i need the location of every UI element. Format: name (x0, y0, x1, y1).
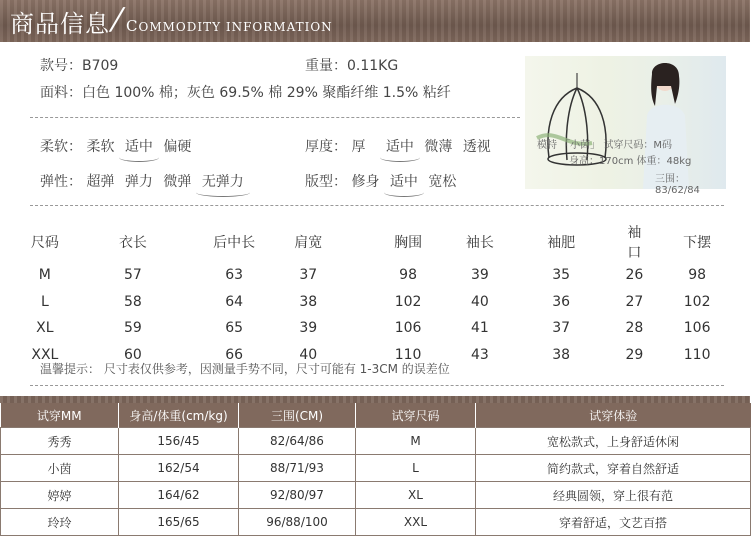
table-cell: 小茵 (1, 455, 119, 482)
header-cell: 试穿体验 (476, 403, 751, 428)
table-cell: 106 (683, 320, 711, 337)
table-cell: L (356, 455, 476, 482)
tryon-table-header (1, 403, 751, 428)
header-cell: 袖肥 (547, 235, 576, 251)
table-cell: M (38, 267, 51, 284)
table-cell: 41 (470, 320, 489, 337)
attr-elastic: 弹性： 超弹 弹力 微弹 无弹力 (40, 171, 250, 191)
table-cell: 110 (394, 346, 422, 363)
model-photo (525, 56, 726, 196)
size-tip: 温馨提示： 尺寸表仅供参考，因测量手势不同，尺寸可能有 1-3CM 的误差位 (40, 362, 450, 376)
table-cell: M (356, 428, 476, 455)
table-cell: 106 (394, 320, 422, 337)
table-cell: 60 (124, 346, 142, 363)
header-cell: 尺码 (30, 235, 59, 251)
table-cell: 39 (299, 320, 318, 337)
table-row (1, 428, 751, 455)
table-cell: 156/45 (119, 428, 239, 455)
table-cell: 82/64/86 (239, 428, 356, 455)
model-name-line: 模特 「小茵」 试穿尺码：M码 (537, 140, 672, 151)
table-row (1, 482, 751, 509)
table-cell: 59 (124, 320, 142, 337)
table-cell: 63 (225, 267, 244, 284)
header-title-cn: 商品信息 (10, 10, 110, 38)
table-cell: 66 (225, 346, 244, 363)
table-cell: 穿着舒适，文艺百搭 (476, 509, 751, 536)
table-cell: 29 (625, 346, 644, 363)
table-cell: 婷婷 (1, 482, 119, 509)
table-cell: 经典圆领，穿上很有范 (476, 482, 751, 509)
table-cell: 玲玲 (1, 509, 119, 536)
header-cell: 三围(CM) (239, 403, 356, 428)
table-cell: 96/88/100 (239, 509, 356, 536)
table-row (30, 315, 750, 342)
table-cell: 64 (225, 293, 244, 310)
header-cell: 衣长 (118, 235, 147, 251)
attr-thickness: 厚度： 厚 适中 微薄 透视 (305, 136, 497, 156)
table-cell: 40 (470, 293, 489, 310)
table-cell: 162/54 (119, 455, 239, 482)
table-cell: 98 (688, 267, 707, 284)
product-code: 款号：B709 (40, 58, 119, 74)
table-cell: 57 (124, 267, 142, 284)
size-table-header (30, 222, 750, 262)
table-cell: XL (36, 320, 54, 337)
table-cell: L (40, 293, 49, 310)
header-cell: 袖口 (627, 225, 642, 261)
header-title-en: COMMODITY INFORMATION (126, 17, 333, 35)
size-table (30, 222, 750, 368)
table-row (1, 455, 751, 482)
table-cell: 164/62 (119, 482, 239, 509)
table-cell: 简约款式，穿着自然舒适 (476, 455, 751, 482)
table-cell: 65 (225, 320, 244, 337)
header-cell: 肩宽 (294, 235, 323, 251)
table-cell: XXL (356, 509, 476, 536)
header-cell: 试穿MM (1, 403, 119, 428)
header-slash: / (107, 2, 127, 37)
table-cell: 98 (399, 267, 417, 284)
table-cell: 35 (552, 267, 571, 284)
header-cell: 袖长 (465, 235, 494, 251)
product-fabric: 面料：白色 100% 棉；灰色 69.5% 棉 29% 聚酯纤维 1.5% 粘纤 (40, 85, 451, 101)
table-cell: XL (356, 482, 476, 509)
header-cell: 身高/体重(cm/kg) (119, 403, 239, 428)
divider (30, 205, 724, 206)
table-cell: 38 (299, 293, 318, 310)
table-cell: 43 (470, 346, 489, 363)
tryon-table (0, 403, 751, 536)
header-cell: 后中长 (213, 235, 256, 251)
table-cell: 秀秀 (1, 428, 119, 455)
model-height-line: 身高：170cm 体重：48kg (569, 156, 692, 167)
table-cell: 28 (625, 320, 644, 337)
table-cell: 37 (552, 320, 571, 337)
table-cell: 88/71/93 (239, 455, 356, 482)
table-row (30, 262, 750, 289)
header-banner (0, 0, 750, 42)
table-cell: 宽松款式，上身舒适休闲 (476, 428, 751, 455)
table-row (1, 509, 751, 536)
divider (30, 117, 520, 118)
product-weight: 重量：0.11KG (305, 58, 399, 74)
table-cell: 102 (394, 293, 422, 310)
table-cell: 37 (299, 267, 318, 284)
table-cell: 27 (625, 293, 644, 310)
header-cell: 下摆 (683, 235, 712, 251)
table-cell: 58 (124, 293, 142, 310)
table-cell: 36 (552, 293, 571, 310)
header-cell: 试穿尺码 (356, 403, 476, 428)
table-cell: 92/80/97 (239, 482, 356, 509)
section-bar (0, 396, 750, 403)
table-cell: XXL (31, 346, 59, 363)
table-cell: 26 (625, 267, 644, 284)
divider (30, 385, 724, 386)
table-cell: 102 (683, 293, 711, 310)
header-cell: 胸围 (394, 235, 423, 251)
table-cell: 39 (470, 267, 489, 284)
table-row (30, 289, 750, 316)
table-cell: 38 (552, 346, 571, 363)
model-measure-line: 三围：83/62/84 (655, 174, 700, 196)
table-cell: 110 (683, 346, 711, 363)
table-cell: 165/65 (119, 509, 239, 536)
attr-soft: 柔软： 柔软 适中 偏硬 (40, 136, 197, 156)
attr-fit: 版型： 修身 适中 宽松 (305, 171, 462, 191)
table-cell: 40 (299, 346, 318, 363)
